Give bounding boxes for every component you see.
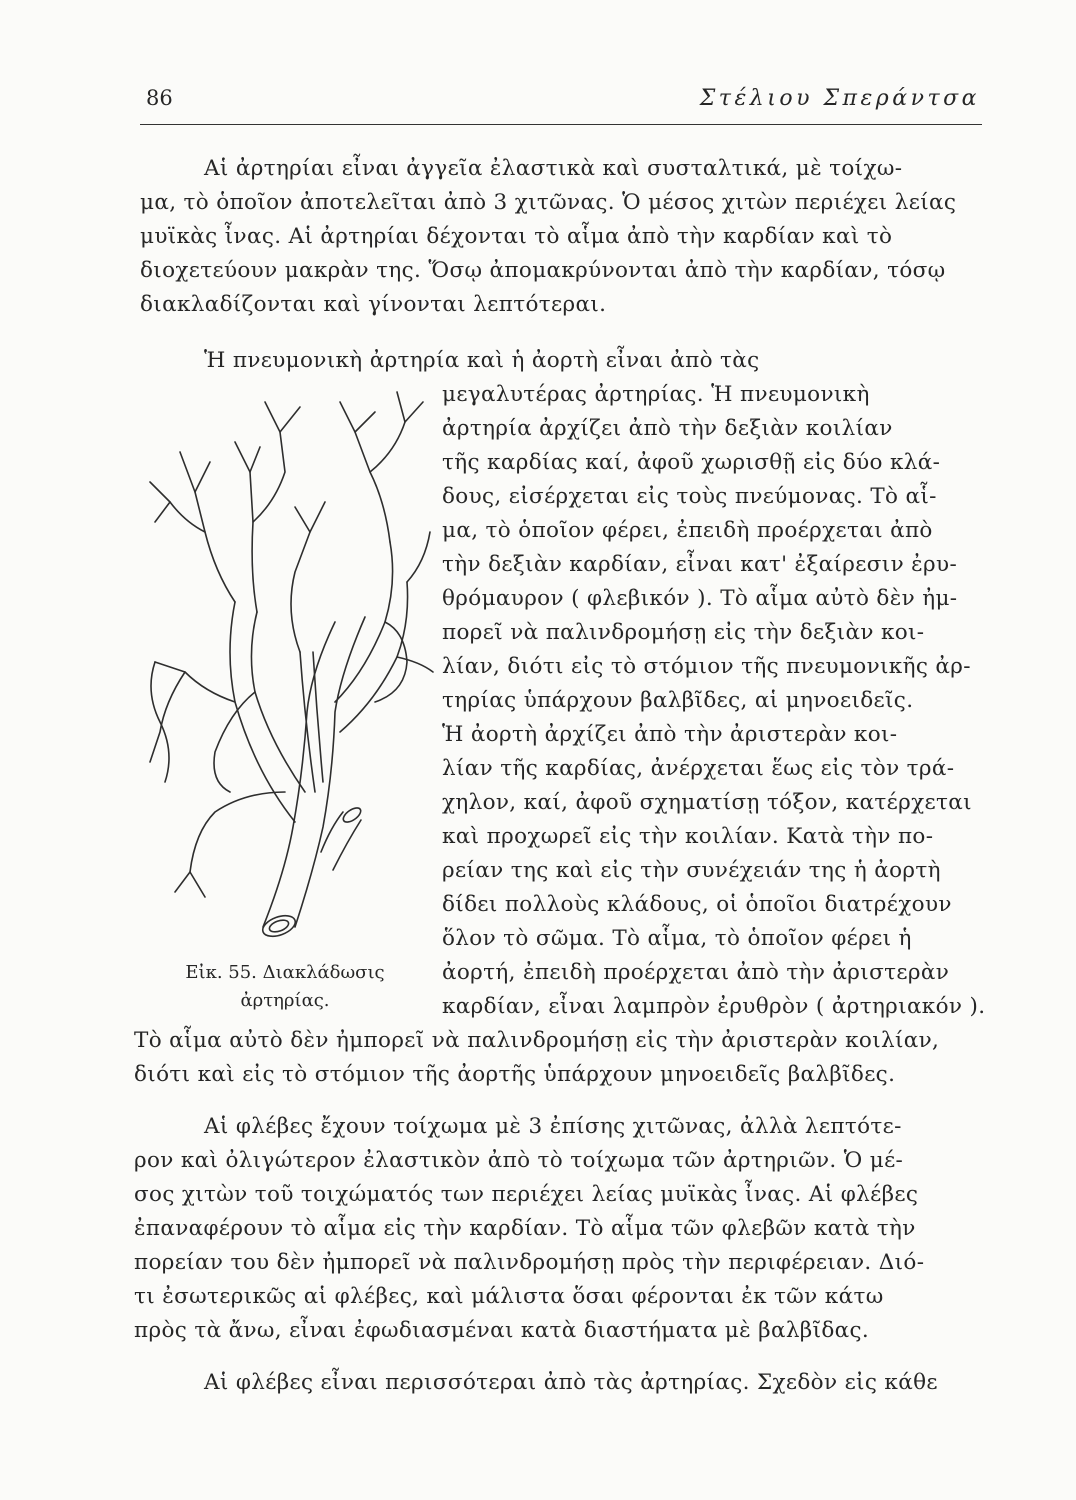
text-line: πρὸς τὰ ἄνω, εἶναι ἐφωδιασμέναι κατὰ διαστήματα μὲ βαλβῖδας.: [134, 1318, 870, 1343]
text-line: Αἱ φλέβες ἔχουν τοίχωμα μὲ 3 ἐπίσης χιτῶνας, ἀλλὰ λεπτότε-: [204, 1114, 902, 1139]
header-rule: [140, 124, 982, 125]
text-line: ἀρτηρία ἀρχίζει ἀπὸ τὴν δεξιὰν κοιλίαν: [442, 416, 893, 441]
figure-caption-continued: ἀρτηρίας.: [240, 990, 330, 1011]
text-line: Ἡ πνευμονικὴ ἀρτηρία καὶ ἡ ἀορτὴ εἶναι ἀπὸ τὰς: [204, 348, 760, 373]
text-line: διοχετεύουν μακρὰν της. Ὅσῳ ἀπομακρύνονται ἀπὸ τὴν καρδίαν, τόσῳ: [140, 258, 946, 283]
text-line: μα, τὸ ὁποῖον ἀποτελεῖται ἀπὸ 3 χιτῶνας. Ὁ μέσος χιτὼν περιέχει λείας: [140, 190, 957, 215]
text-line: διακλαδίζονται καὶ γίνονται λεπτότεραι.: [140, 292, 607, 317]
text-line: λίαν τῆς καρδίας, ἀνέρχεται ἕως εἰς τὸν τρά-: [442, 756, 955, 781]
text-line: Αἱ φλέβες εἶναι περισσότεραι ἀπὸ τὰς ἀρτηρίας. Σχεδὸν εἰς κάθε: [204, 1370, 938, 1395]
text-line: μεγαλυτέρας ἀρτηρίας. Ἡ πνευμονικὴ: [442, 382, 870, 407]
page-header: [146, 86, 980, 122]
text-line: λίαν, διότι εἰς τὸ στόμιον τῆς πνευμονικῆς ἀρ-: [442, 654, 971, 679]
artery-branching-illustration: [135, 372, 435, 952]
text-line: τῆς καρδίας καί, ἀφοῦ χωρισθῇ εἰς δύο κλά-: [442, 450, 941, 475]
figure-caption: Εἰκ. 55. Διακλάδωσις: [185, 962, 385, 983]
running-title: Στέλιου Σπεράντσα: [699, 86, 980, 111]
text-line: θρόμαυρον ( φλεβικόν ). Τὸ αἷμα αὐτὸ δὲν ἠμ-: [442, 586, 958, 611]
text-line: δίδει πολλοὺς κλάδους, οἱ ὁποῖοι διατρέχουν: [442, 892, 952, 917]
text-line: πορεῖ νὰ παλινδρομήσῃ εἰς τὴν δεξιὰν κοι-: [442, 620, 925, 645]
text-line: Ἡ ἀορτὴ ἀρχίζει ἀπὸ τὴν ἀριστερὰν κοι-: [442, 722, 898, 747]
text-line: ὅλον τὸ σῶμα. Τὸ αἷμα, τὸ ὁποῖον φέρει ἡ: [442, 926, 912, 951]
text-line: ρείαν της καὶ εἰς τὴν συνέχειάν της ἡ ἀορτὴ: [442, 858, 941, 883]
text-line: Αἱ ἀρτηρίαι εἶναι ἀγγεῖα ἐλαστικὰ καὶ συσταλτικά, μὲ τοίχω-: [204, 156, 903, 181]
text-line: τὴν δεξιὰν καρδίαν, εἶναι κατ' ἐξαίρεσιν ἐρυ-: [442, 552, 958, 577]
text-line: ἐπαναφέρουν τὸ αἷμα εἰς τὴν καρδίαν. Τὸ αἷμα τῶν φλεβῶν κατὰ τὴν: [134, 1216, 916, 1241]
text-line: ἀορτή, ἐπειδὴ προέρχεται ἀπὸ τὴν ἀριστερὰν: [442, 960, 950, 985]
text-line: καὶ προχωρεῖ εἰς τὴν κοιλίαν. Κατὰ τὴν πο-: [442, 824, 934, 849]
text-line: χηλον, καί, ἀφοῦ σχηματίσῃ τόξον, κατέρχεται: [442, 790, 972, 815]
text-line: ρον καὶ ὀλιγώτερον ἐλαστικὸν ἀπὸ τὸ τοίχωμα τῶν ἀρτηριῶν. Ὁ μέ-: [134, 1148, 904, 1173]
text-line: Τὸ αἷμα αὐτὸ δὲν ἠμπορεῖ νὰ παλινδρομήσῃ εἰς τὴν ἀριστερὰν κοιλίαν,: [134, 1028, 940, 1053]
text-line: σος χιτὼν τοῦ τοιχώματός των περιέχει λείας μυϊκὰς ἶνας. Αἱ φλέβες: [134, 1182, 919, 1207]
text-line: καρδίαν, εἶναι λαμπρὸν ἐρυθρὸν ( ἀρτηριακόν ).: [442, 994, 986, 1019]
text-line: πορείαν του δὲν ἠμπορεῖ νὰ παλινδρομήσῃ πρὸς τὴν περιφέρειαν. Διό-: [134, 1250, 925, 1275]
text-line: μα, τὸ ὁποῖον φέρει, ἐπειδὴ προέρχεται ἀπὸ: [442, 518, 933, 543]
text-line: δους, εἰσέρχεται εἰς τοὺς πνεύμονας. Τὸ αἷ-: [442, 484, 937, 509]
text-line: τι ἐσωτερικῶς αἱ φλέβες, καὶ μάλιστα ὅσαι φέρονται ἐκ τῶν κάτω: [134, 1284, 884, 1309]
text-line: τηρίας ὑπάρχουν βαλβῖδες, αἱ μηνοειδεῖς.: [442, 688, 914, 713]
text-line: διότι καὶ εἰς τὸ στόμιον τῆς ἀορτῆς ὑπάρχουν μηνοειδεῖς βαλβῖδες.: [134, 1062, 896, 1087]
page-number: 86: [146, 86, 173, 110]
text-line: μυϊκὰς ἶνας. Αἱ ἀρτηρίαι δέχονται τὸ αἷμα ἀπὸ τὴν καρδίαν καὶ τὸ: [140, 224, 893, 249]
